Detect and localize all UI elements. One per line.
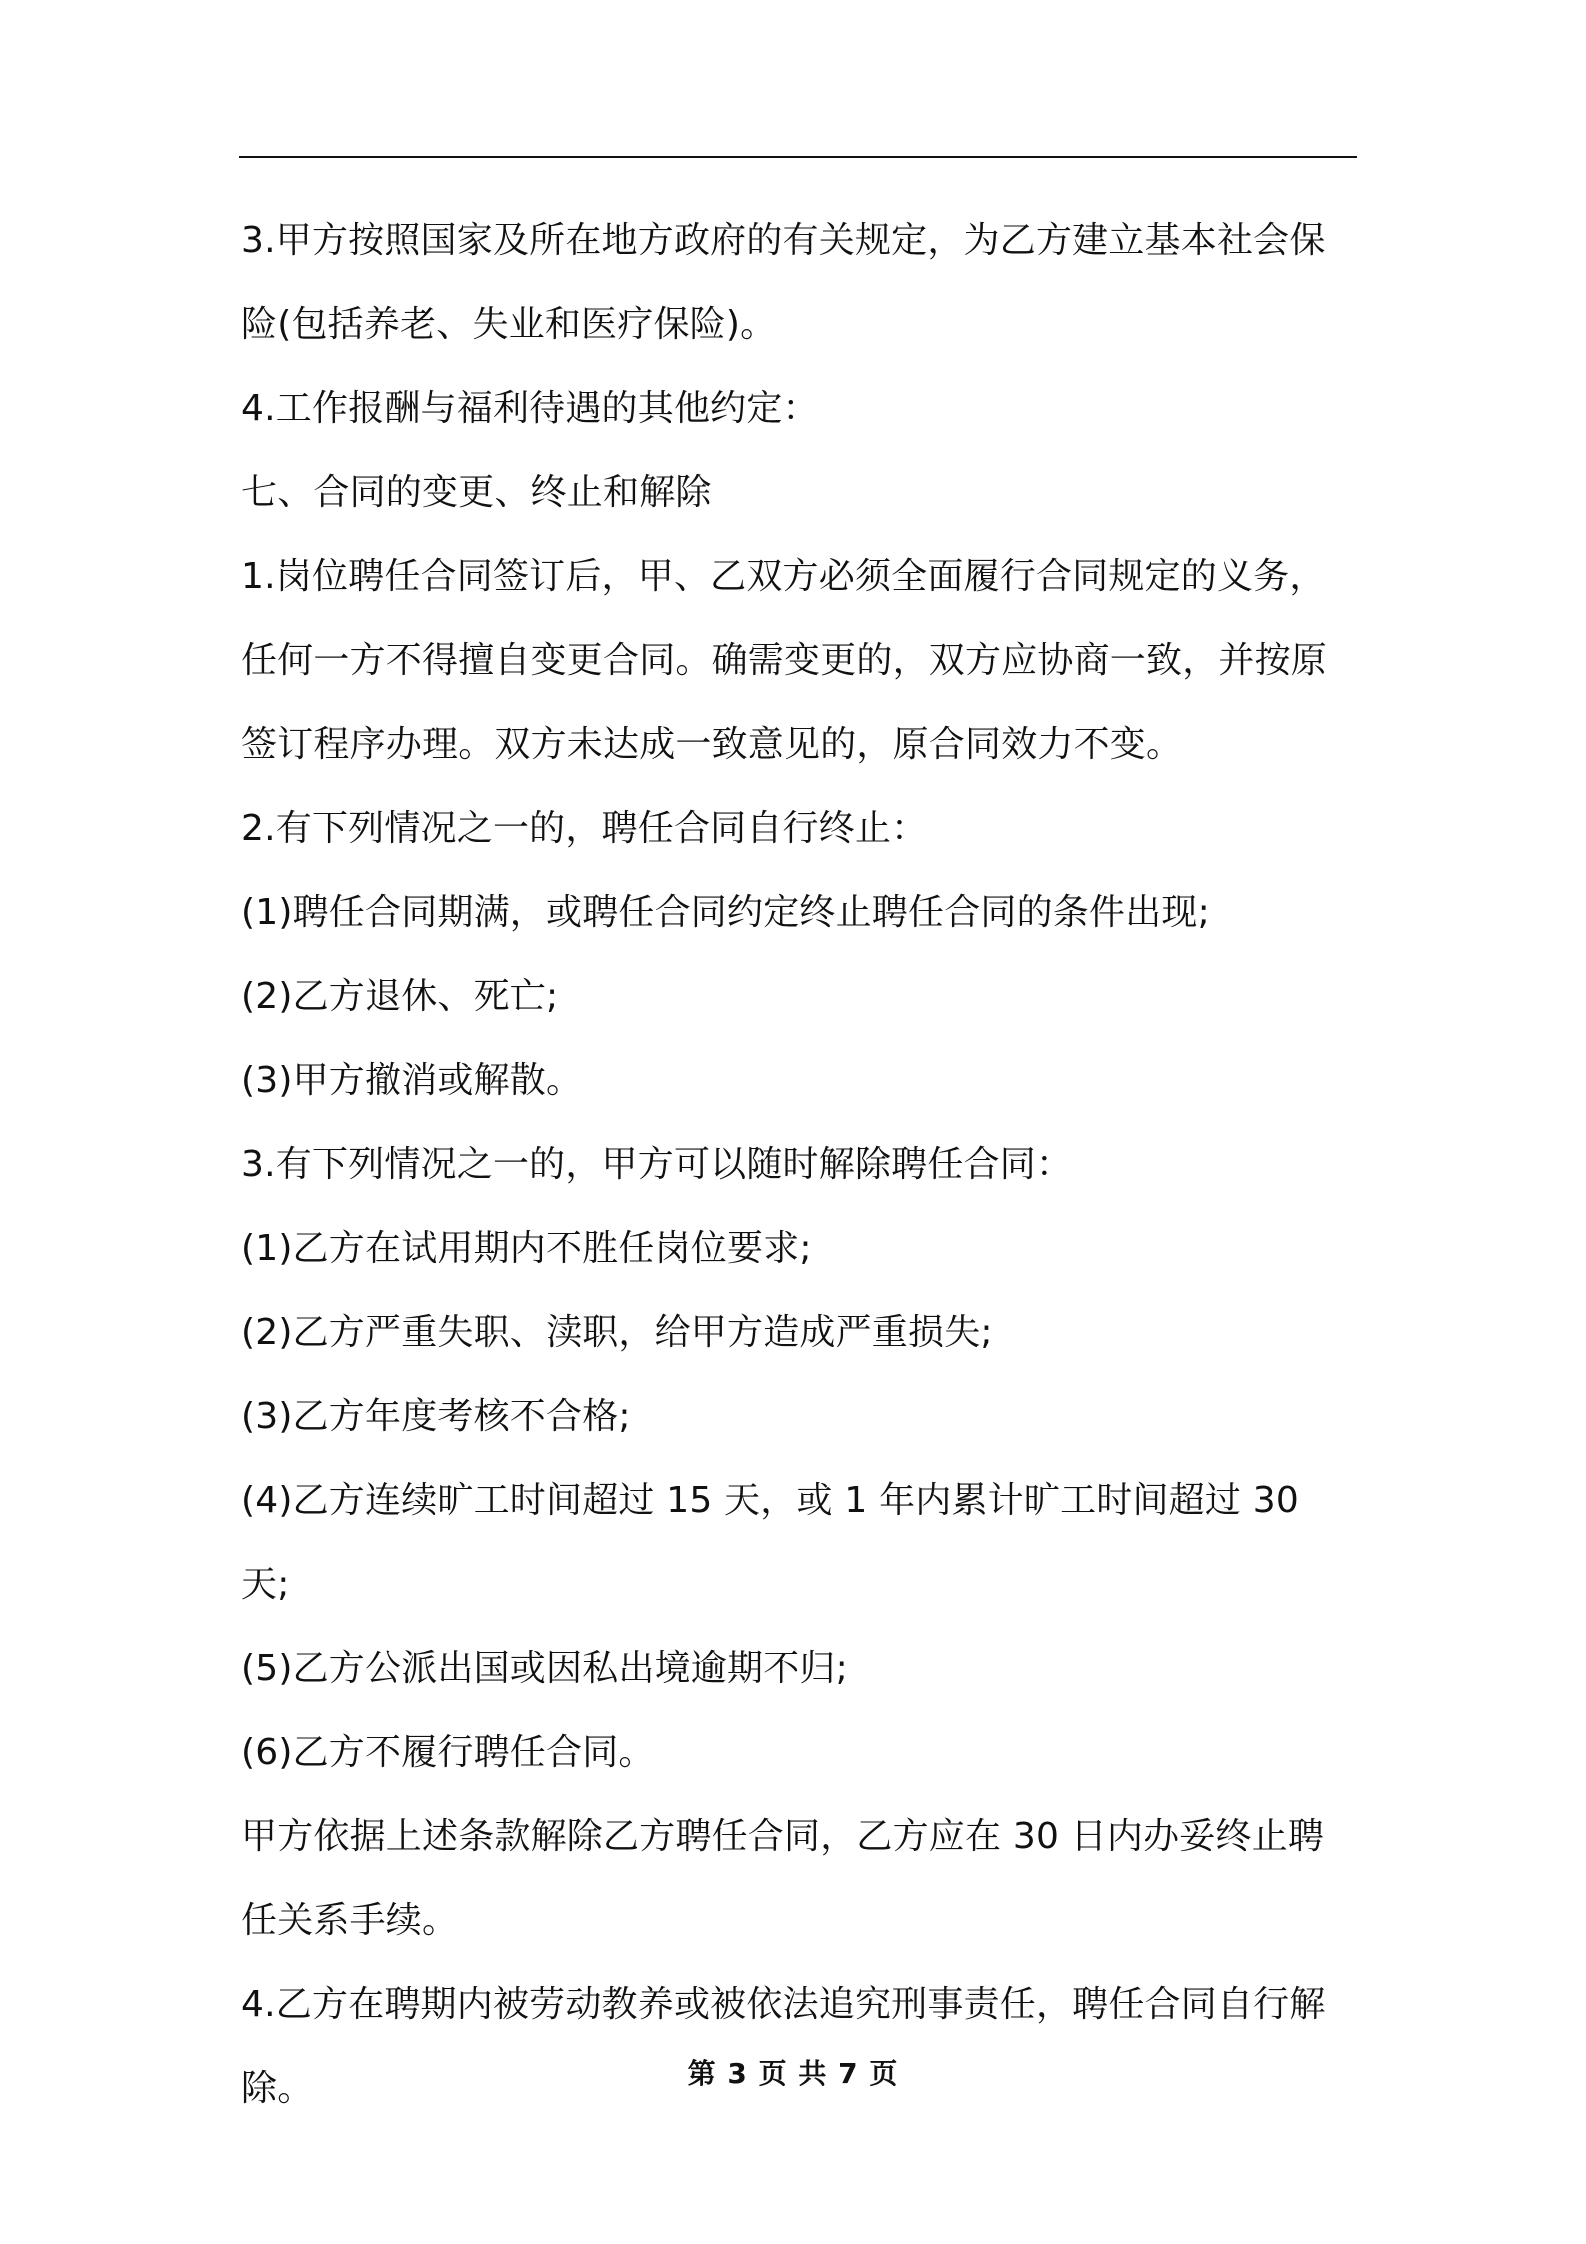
paragraph-social-insurance: 3.甲方按照国家及所在地方政府的有关规定，为乙方建立基本社会保险(包括养老、失业和医疗保险)。 [241,220,1326,345]
paragraph-termination-conditions: 2.有下列情况之一的，聘任合同自行终止： [241,808,928,849]
list-item-termination-2: (2)乙方退休、死亡; [241,976,559,1017]
list-item-dismissal-2: (2)乙方严重失职、渎职，给甲方造成严重损失; [241,1312,993,1353]
paragraph-contract-performance: 1.岗位聘任合同签订后，甲、乙双方必须全面履行合同规定的义务，任何一方不得擅自变更合同。确需变更的，双方应协商一致，并按原签订程序办理。双方未达成一致意见的，原合同效力不变。 [241,556,1328,765]
list-item-dismissal-5: (5)乙方公派出国或因私出境逾期不归; [241,1648,848,1689]
list-item-dismissal-3: (3)乙方年度考核不合格; [241,1396,631,1437]
header-rule [239,156,1357,158]
list-item-dismissal-4: (4)乙方连续旷工时间超过 15 天，或 1 年内累计旷工时间超过 30 天; [241,1480,1299,1605]
paragraph-dismissal-procedure: 甲方依据上述条款解除乙方聘任合同，乙方应在 30 日内办妥终止聘任关系手续。 [241,1816,1325,1941]
list-item-termination-1: (1)聘任合同期满，或聘任合同约定终止聘任合同的条件出现; [241,892,1210,933]
list-item-dismissal-1: (1)乙方在试用期内不胜任岗位要求; [241,1228,812,1269]
paragraph-dismissal-conditions: 3.有下列情况之一的，甲方可以随时解除聘任合同： [241,1144,1073,1185]
document-body [241,199,1357,2131]
paragraph-automatic-rescission: 4.乙方在聘期内被劳动教养或被依法追究刑事责任，聘任合同自行解除。 [241,1984,1326,2109]
page-number-footer: 第 3 页 共 7 页 [687,2057,899,2090]
section-heading-contract-changes: 七、合同的变更、终止和解除 [241,472,712,513]
list-item-termination-3: (3)甲方撤消或解散。 [241,1060,583,1101]
paragraph-other-benefits: 4.工作报酬与福利待遇的其他约定： [241,388,819,429]
list-item-dismissal-6: (6)乙方不履行聘任合同。 [241,1732,655,1773]
